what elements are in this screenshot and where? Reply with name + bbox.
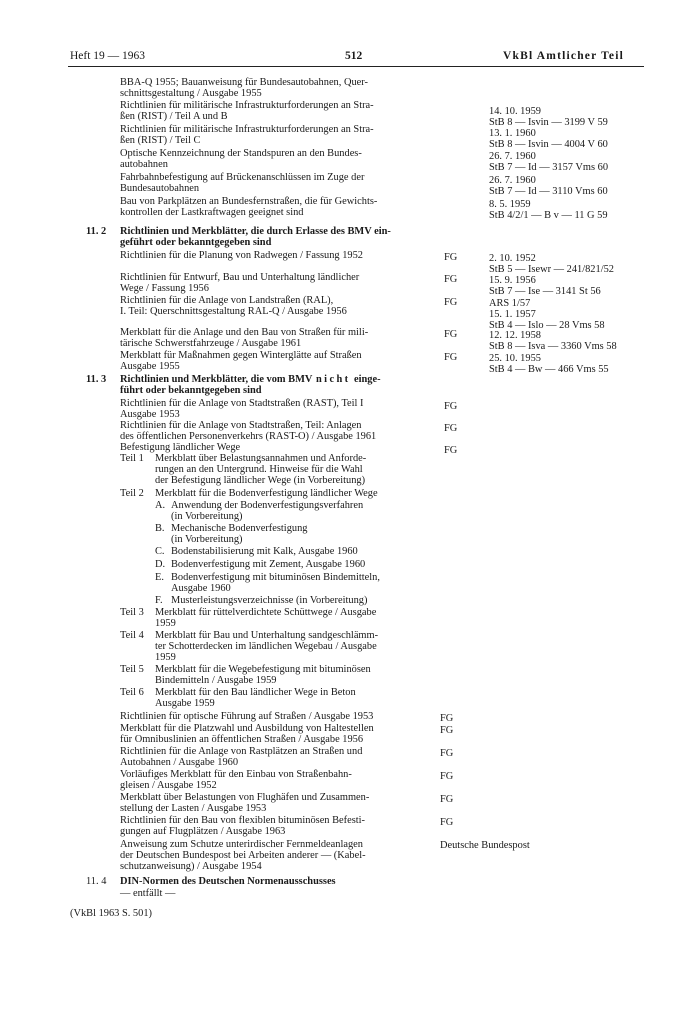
- fg-marker: FG: [444, 401, 458, 412]
- reference-text: 14. 10. 1959: [489, 106, 541, 117]
- teil-text: Merkblatt für die Wegebefestigung mit bituminösen: [155, 664, 371, 675]
- reference-text: 8. 5. 1959: [489, 199, 531, 210]
- section-note: — entfällt —: [120, 888, 176, 899]
- entry-text: Merkblatt für die Platzwahl und Ausbildung von Haltestellen: [120, 723, 374, 734]
- fg-marker: FG: [444, 252, 458, 263]
- entry-text: Anweisung zum Schutze unterirdischer Fernmeldeanlagen: [120, 839, 363, 850]
- fg-marker: FG: [440, 748, 454, 759]
- fg-marker: FG: [444, 274, 458, 285]
- entry-text: Ausgabe 1955: [120, 361, 180, 373]
- entry-text: Fahrbahnbefestigung auf Brückenanschlüssen im Zuge der: [120, 172, 365, 183]
- teil2-letter: A.: [155, 500, 166, 511]
- teil-text: 1959: [155, 652, 176, 664]
- reference-text: ARS 1/57: [489, 298, 531, 309]
- fg-marker: FG: [440, 794, 454, 805]
- reference-text: StB 4 — Islo — 28 Vms 58: [489, 320, 605, 332]
- teil-text: Bindemitteln / Ausgabe 1959: [155, 675, 277, 687]
- section-heading: DIN-Normen des Deutschen Normenausschusses: [120, 876, 336, 887]
- entry-text: Wege / Fassung 1956: [120, 283, 209, 295]
- entry-text: Bau von Parkplätzen an Bundesfernstraßen, die für Gewichts-: [120, 196, 378, 207]
- entry-text: Richtlinien für militärische Infrastrukturforderungen an Stra-: [120, 100, 374, 111]
- teil2-text: (in Vorbereitung): [171, 534, 243, 546]
- section-heading: geführt oder bekanntgegeben sind: [120, 237, 272, 249]
- entry-text: Ausgabe 1953: [120, 409, 180, 421]
- reference-text: StB 7 — Id — 3157 Vms 60: [489, 162, 609, 174]
- section-heading: führt oder bekanntgegeben sind: [120, 385, 262, 397]
- entry-text: Optische Kennzeichnung der Standspuren an den Bundes-: [120, 148, 362, 159]
- reference-text: StB 7 — Id — 3110 Vms 60: [489, 186, 608, 198]
- teil-label: Teil 2: [120, 488, 144, 499]
- teil2-text: (in Vorbereitung): [171, 511, 243, 523]
- teil-text: ter Schotterdecken im ländlichen Wegebau / Ausgabe: [155, 641, 377, 653]
- reference-text: StB 5 — Isewr — 241/821/52: [489, 264, 614, 276]
- section-number: 11. 2: [86, 226, 107, 237]
- fg-marker: FG: [444, 423, 458, 434]
- teil-text: Merkblatt für rüttelverdichtete Schüttwege / Ausgabe: [155, 607, 377, 618]
- entry-text: ßen (RIST) / Teil C: [120, 135, 201, 147]
- teil2-letter: D.: [155, 559, 166, 570]
- teil-label: Teil 6: [120, 687, 144, 698]
- reference-text: StB 4 — Bw — 466 Vms 55: [489, 364, 609, 376]
- entry-text: Bundesautobahnen: [120, 183, 200, 195]
- reference-text: 26. 7. 1960: [489, 175, 536, 186]
- entry-text: der Deutschen Bundespost bei Arbeiten anderer — (Kabel-: [120, 850, 366, 862]
- teil-label: Teil 4: [120, 630, 144, 641]
- teil2-letter: E.: [155, 572, 164, 583]
- fg-marker: FG: [444, 329, 458, 340]
- teil-label: Teil 1: [120, 453, 144, 464]
- fg-marker: FG: [440, 771, 454, 782]
- entry-text: Merkblatt für Maßnahmen gegen Winterglätte auf Straßen: [120, 350, 362, 361]
- teil2-text: Ausgabe 1960: [171, 583, 231, 595]
- citation-reference: (VkBl 1963 S. 501): [70, 908, 152, 919]
- teil-text: 1959: [155, 618, 176, 630]
- teil2-text: Musterleistungsverzeichnisse (in Vorbereitung): [171, 595, 368, 606]
- entry-text: Richtlinien für optische Führung auf Straßen / Ausgabe 1953: [120, 711, 374, 722]
- reference-text: StB 8 — Isva — 3360 Vms 58: [489, 341, 617, 353]
- entry-text: Vorläufiges Merkblatt für den Einbau von Straßenbahn-: [120, 769, 352, 780]
- reference-text: StB 7 — Ise — 3141 St 56: [489, 286, 601, 298]
- fg-marker: FG: [440, 713, 454, 724]
- teil-text: Merkblatt für Bau und Unterhaltung sandgeschlämm-: [155, 630, 379, 641]
- entry-text: Autobahnen / Ausgabe 1960: [120, 757, 239, 769]
- reference-text: 15. 1. 1957: [489, 309, 536, 321]
- entry-text: des öffentlichen Personenverkehrs (RAST-O) / Ausgabe 1961: [120, 431, 377, 443]
- entry-text: gungen auf Flugplätzen / Ausgabe 1963: [120, 826, 286, 838]
- reference-text: 13. 1. 1960: [489, 128, 536, 139]
- section-heading: einge-: [354, 374, 381, 385]
- teil2-letter: F.: [155, 595, 163, 606]
- teil-label: Teil 5: [120, 664, 144, 675]
- teil2-letter: C.: [155, 546, 165, 557]
- teil2-text: Anwendung der Bodenverfestigungsverfahren: [171, 500, 364, 511]
- page-number: 512: [345, 50, 363, 62]
- reference-text: 15. 9. 1956: [489, 275, 536, 286]
- entry-text: für Omnibuslinien an öffentlichen Straßen / Ausgabe 1956: [120, 734, 364, 746]
- entry-text: Befestigung ländlicher Wege: [120, 442, 241, 453]
- entry-text: BBA-Q 1955; Bauanweisung für Bundesautobahnen, Quer-: [120, 77, 368, 88]
- reference-text: 26. 7. 1960: [489, 151, 536, 162]
- entry-text: gleisen / Ausgabe 1952: [120, 780, 217, 792]
- reference-text: StB 8 — Isvin — 3199 V 59: [489, 117, 608, 129]
- fg-marker: FG: [440, 725, 454, 736]
- teil2-text: Bodenverfestigung mit Zement, Ausgabe 1960: [171, 559, 366, 570]
- entry-text: Richtlinien für die Planung von Radwegen / Fassung 1952: [120, 250, 363, 261]
- entry-text: Richtlinien für Entwurf, Bau und Unterhaltung ländlicher: [120, 272, 360, 283]
- teil2-text: Bodenverfestigung mit bituminösen Bindemitteln,: [171, 572, 380, 583]
- journal-section-title: VkBl Amtlicher Teil: [503, 50, 624, 62]
- entry-text: Merkblatt über Belastungen von Flughäfen und Zusammen-: [120, 792, 370, 803]
- entry-text: Richtlinien für die Anlage von Stadtstraßen, Teil: Anlagen: [120, 420, 362, 431]
- entry-text: Richtlinien für die Anlage von Rastplätzen an Straßen und: [120, 746, 363, 757]
- entry-text: schutzanweisung) / Ausgabe 1954: [120, 861, 262, 873]
- teil2-text: Bodenstabilisierung mit Kalk, Ausgabe 1960: [171, 546, 358, 557]
- entry-text: ßen (RIST) / Teil A und B: [120, 111, 228, 123]
- fg-marker: FG: [444, 352, 458, 363]
- entry-text: Richtlinien für militärische Infrastrukturforderungen an Stra-: [120, 124, 374, 135]
- reference-text: StB 4/2/1 — B v — 11 G 59: [489, 210, 608, 222]
- fg-marker: FG: [444, 297, 458, 308]
- section-number: 11. 4: [86, 876, 107, 887]
- header-rule: [68, 66, 644, 67]
- entry-text: I. Teil: Querschnittsgestaltung RAL-Q / Ausgabe 1956: [120, 306, 347, 318]
- teil2-text: Mechanische Bodenverfestigung: [171, 523, 308, 534]
- entry-text: kontrollen der Lastkraftwagen geeignet sind: [120, 207, 304, 219]
- entry-text: autobahnen: [120, 159, 168, 171]
- fg-marker: FG: [440, 817, 454, 828]
- section-heading: Richtlinien und Merkblätter, die durch Erlasse des BMV ein-: [120, 226, 391, 237]
- issue-label: Heft 19 — 1963: [70, 50, 146, 62]
- section-heading: Richtlinien und Merkblätter, die vom BMV: [120, 374, 313, 385]
- entry-text: Richtlinien für die Anlage von Stadtstraßen (RAST), Teil I: [120, 398, 364, 409]
- teil-text: Merkblatt für die Bodenverfestigung ländlicher Wege: [155, 488, 378, 499]
- reference-text: 12. 12. 1958: [489, 330, 541, 341]
- teil-text: Merkblatt für den Bau ländlicher Wege in Beton: [155, 687, 356, 698]
- emphasis-nicht: nicht: [316, 374, 351, 385]
- entry-text: Richtlinien für den Bau von flexiblen bituminösen Befesti-: [120, 815, 365, 826]
- teil2-letter: B.: [155, 523, 165, 534]
- teil-text: der Befestigung ländlicher Wege (in Vorbereitung): [155, 475, 366, 487]
- teil-text: Ausgabe 1959: [155, 698, 215, 710]
- entry-text: Merkblatt für die Anlage und den Bau von Straßen für mili-: [120, 327, 369, 338]
- entry-text: Richtlinien für die Anlage von Landstraßen (RAL),: [120, 295, 334, 306]
- reference-text: 25. 10. 1955: [489, 353, 541, 364]
- fg-marker: Deutsche Bundespost: [440, 840, 530, 851]
- entry-text: stellung der Lasten / Ausgabe 1953: [120, 803, 267, 815]
- section-number: 11. 3: [86, 374, 107, 385]
- fg-marker: FG: [444, 445, 458, 456]
- teil-text: Merkblatt über Belastungsannahmen und Anforde-: [155, 453, 367, 464]
- entry-text: schnittsgestaltung / Ausgabe 1955: [120, 88, 262, 100]
- teil-label: Teil 3: [120, 607, 144, 618]
- teil-text: rungen an den Untergrund. Hinweise für die Wahl: [155, 464, 363, 476]
- reference-text: StB 8 — Isvin — 4004 V 60: [489, 139, 608, 151]
- reference-text: 2. 10. 1952: [489, 253, 536, 264]
- entry-text: tärische Schwerstfahrzeuge / Ausgabe 1961: [120, 338, 302, 350]
